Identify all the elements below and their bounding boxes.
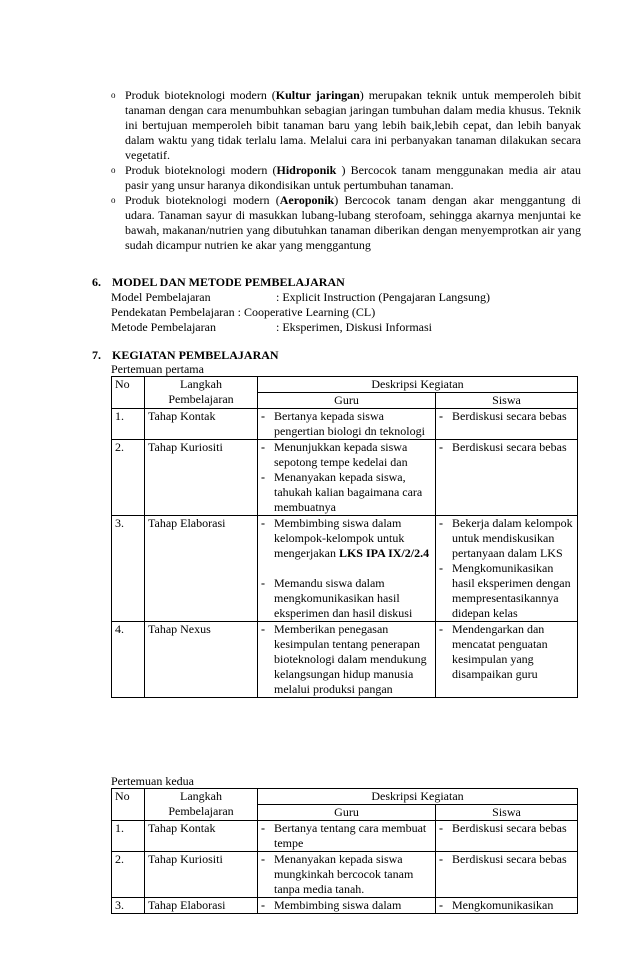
cell-guru xyxy=(258,898,436,914)
cell-no: 1. xyxy=(112,821,145,852)
table-row xyxy=(112,409,578,440)
dash-marker: - xyxy=(439,409,443,423)
dash-marker: - xyxy=(439,561,443,575)
header-langkah-line: Langkah xyxy=(180,789,222,803)
bullet-bold-term: Aeroponik xyxy=(279,193,335,207)
cell-langkah: Tahap Kuriositi xyxy=(145,440,258,516)
bullet-list xyxy=(111,88,581,253)
list-item xyxy=(261,576,432,621)
cell-guru xyxy=(258,409,436,440)
section-title: KEGIATAN PEMBELAJARAN xyxy=(112,348,279,362)
list-item xyxy=(261,622,432,697)
row-value: : Explicit Instruction (Pengajaran Langsung) xyxy=(276,290,490,304)
dash-marker: - xyxy=(439,852,443,866)
header-langkah-line: Pembelajaran xyxy=(168,392,234,406)
cell-langkah: Tahap Elaborasi xyxy=(145,898,258,914)
table-row xyxy=(112,516,578,622)
header-siswa: Siswa xyxy=(436,393,578,409)
list-item xyxy=(261,898,432,913)
item-text: Berdiskusi secara bebas xyxy=(452,409,567,423)
bullet-marker: o xyxy=(111,165,116,175)
header-guru: Guru xyxy=(258,805,436,821)
dash-marker: - xyxy=(439,516,443,530)
cell-no: 1. xyxy=(112,409,145,440)
dash-marker: - xyxy=(261,821,265,835)
dash-marker: - xyxy=(261,470,265,484)
list-item xyxy=(439,561,574,621)
item-text: Berdiskusi secara bebas xyxy=(452,852,567,866)
list-item xyxy=(439,409,574,424)
list-item xyxy=(439,852,574,867)
item-text: Memberikan penegasan kesimpulan tentang penerapan bioteknologi dalam mendukung kelangsungan hidup manusia melalui produksi pangan xyxy=(274,622,427,696)
cell-guru xyxy=(258,440,436,516)
section-title: MODEL DAN METODE PEMBELAJARAN xyxy=(112,275,345,289)
item-text: Mengkomunikasikan hasil eksperimen dengan mempresentasikannya didepan kelas xyxy=(452,561,571,620)
row-label: Metode Pembelajaran xyxy=(111,320,216,334)
cell-siswa xyxy=(436,852,578,898)
list-item xyxy=(439,898,574,913)
cell-guru xyxy=(258,516,436,622)
list-item xyxy=(261,821,432,851)
item-text: Membimbing siswa dalam xyxy=(274,898,402,912)
section-number: 7. xyxy=(92,348,101,362)
header-no: No xyxy=(112,789,145,821)
dash-marker: - xyxy=(439,440,443,454)
bullet-aeroponik xyxy=(111,193,581,253)
list-item xyxy=(439,516,574,561)
meeting-2-label: Pertemuan kedua xyxy=(111,774,194,788)
item-text: Berdiskusi secara bebas xyxy=(452,821,567,835)
bullet-text: ) Bercocok tanam menggunakan media air atau pasir yang unsur haranya dikondisikan untuk pertumbuhan tanaman. xyxy=(125,163,582,192)
bullet-bold-term: Hidroponik xyxy=(276,163,337,177)
list-item xyxy=(261,516,432,561)
metode-pembelajaran-row xyxy=(111,320,432,335)
item-text: Menunjukkan kepada siswa sepotong tempe kedelai dan xyxy=(274,440,408,469)
row-value: : Eksperimen, Diskusi Informasi xyxy=(276,320,432,334)
item-text: Membimbing siswa dalam kelompok-kelompok untuk mengerjakan xyxy=(274,516,405,560)
cell-siswa xyxy=(436,898,578,914)
dash-marker: - xyxy=(261,576,265,590)
header-deskripsi: Deskripsi Kegiatan xyxy=(258,789,578,805)
meeting-1-table xyxy=(111,376,578,698)
list-item xyxy=(439,821,574,836)
bullet-text: Produk bioteknologi modern ( xyxy=(125,88,276,102)
bullet-kultur-jaringan xyxy=(111,88,581,163)
cell-langkah: Tahap Kuriositi xyxy=(145,852,258,898)
dash-marker: - xyxy=(261,898,265,912)
item-text: Bertanya kepada siswa pengertian biologi dn teknologi xyxy=(274,409,425,438)
bullet-marker: o xyxy=(111,90,116,100)
header-no: No xyxy=(112,377,145,409)
item-text: Mengkomunikasikan xyxy=(452,898,554,912)
row-label: Pendekatan Pembelajaran : Cooperative Learning (CL) xyxy=(111,305,376,319)
cell-siswa xyxy=(436,409,578,440)
item-text: Memandu siswa dalam mengkomunikasikan hasil eksperimen dan hasil diskusi xyxy=(274,576,413,620)
dash-marker: - xyxy=(439,622,443,636)
header-langkah xyxy=(145,377,258,409)
cell-langkah: Tahap Elaborasi xyxy=(145,516,258,622)
cell-no: 4. xyxy=(112,622,145,698)
meeting-1-label: Pertemuan pertama xyxy=(111,362,204,376)
table-row xyxy=(112,821,578,852)
header-deskripsi: Deskripsi Kegiatan xyxy=(258,377,578,393)
cell-no: 2. xyxy=(112,440,145,516)
cell-no: 2. xyxy=(112,852,145,898)
cell-guru xyxy=(258,852,436,898)
dash-marker: - xyxy=(261,622,265,636)
item-text: Menanyakan kepada siswa mungkinkah bercocok tanam tanpa media tanah. xyxy=(274,852,414,896)
cell-siswa xyxy=(436,821,578,852)
item-text: Berdiskusi secara bebas xyxy=(452,440,567,454)
dash-marker: - xyxy=(261,516,265,530)
list-item xyxy=(261,440,432,470)
dash-marker: - xyxy=(261,409,265,423)
table-row xyxy=(112,440,578,516)
section-number: 6. xyxy=(92,275,101,289)
dash-marker: - xyxy=(261,852,265,866)
bullet-bold-term: Kultur jaringan xyxy=(275,88,360,102)
list-item xyxy=(261,409,432,439)
bullet-hidroponik xyxy=(111,163,581,193)
table-header-row xyxy=(112,377,578,393)
section-7-heading xyxy=(92,348,279,363)
item-bold-text: LKS IPA IX/2/2.4 xyxy=(338,546,430,560)
pendekatan-pembelajaran-row xyxy=(111,305,375,320)
cell-siswa xyxy=(436,516,578,622)
bullet-text: ) merupakan teknik untuk memperoleh bibit tanaman dengan cara menumbuhkan sebagian jaringan tumbuhan dalam media khusus. Teknik ini bertujuan memperoleh bibit tanaman baru yang lebih baik,lebih cepat, dan lebih banyak dalam waktu yang tidak terlalu lama. Melalui cara ini perbanyakan tanaman dilakukan secara vegetatif. xyxy=(125,88,582,162)
header-langkah-line: Langkah xyxy=(180,377,222,391)
header-siswa: Siswa xyxy=(436,805,578,821)
list-item xyxy=(439,622,574,682)
table-row xyxy=(112,622,578,698)
bullet-text: Produk bioteknologi modern ( xyxy=(125,163,277,177)
item-text: Mendengarkan dan mencatat penguatan kesimpulan yang disampaikan guru xyxy=(452,622,548,681)
cell-guru xyxy=(258,821,436,852)
cell-siswa xyxy=(436,440,578,516)
cell-guru xyxy=(258,622,436,698)
dash-marker: - xyxy=(261,440,265,454)
cell-no: 3. xyxy=(112,898,145,914)
header-guru: Guru xyxy=(258,393,436,409)
section-6-heading xyxy=(92,275,345,290)
bullet-text: ) Bercocok tanam dengan akar menggantung di udara. Tanaman sayur di masukkan lubang-lubang sterofoam, sehingga akarnya menjuntai ke bawah, makanan/nutrien yang dibutuhkan tanaman diberikan dengan menyemprotkan air yang sudah dicampur nutrien ke akar yang menggantung xyxy=(125,193,582,252)
cell-siswa xyxy=(436,622,578,698)
dash-marker: - xyxy=(439,898,443,912)
bullet-text: Produk bioteknologi modern ( xyxy=(125,193,280,207)
list-item xyxy=(261,470,432,515)
item-text: Menanyakan kepada siswa, tahukah kalian bagaimana cara membuatnya xyxy=(274,470,423,514)
header-langkah xyxy=(145,789,258,821)
row-label: Model Pembelajaran xyxy=(111,290,211,304)
bullet-marker: o xyxy=(111,195,116,205)
cell-langkah: Tahap Kontak xyxy=(145,409,258,440)
table-row xyxy=(112,852,578,898)
table-row xyxy=(112,898,578,914)
table-header-row xyxy=(112,789,578,805)
cell-langkah: Tahap Nexus xyxy=(145,622,258,698)
list-item xyxy=(261,852,432,897)
item-text: Bertanya tentang cara membuat tempe xyxy=(274,821,427,850)
list-item xyxy=(439,440,574,455)
cell-langkah: Tahap Kontak xyxy=(145,821,258,852)
meeting-2-table xyxy=(111,788,578,914)
model-pembelajaran-row xyxy=(111,290,490,305)
header-langkah-line: Pembelajaran xyxy=(168,804,234,818)
dash-marker: - xyxy=(439,821,443,835)
item-text: Bekerja dalam kelompok untuk mendiskusikan pertanyaan dalam LKS xyxy=(452,516,573,560)
cell-no: 3. xyxy=(112,516,145,622)
